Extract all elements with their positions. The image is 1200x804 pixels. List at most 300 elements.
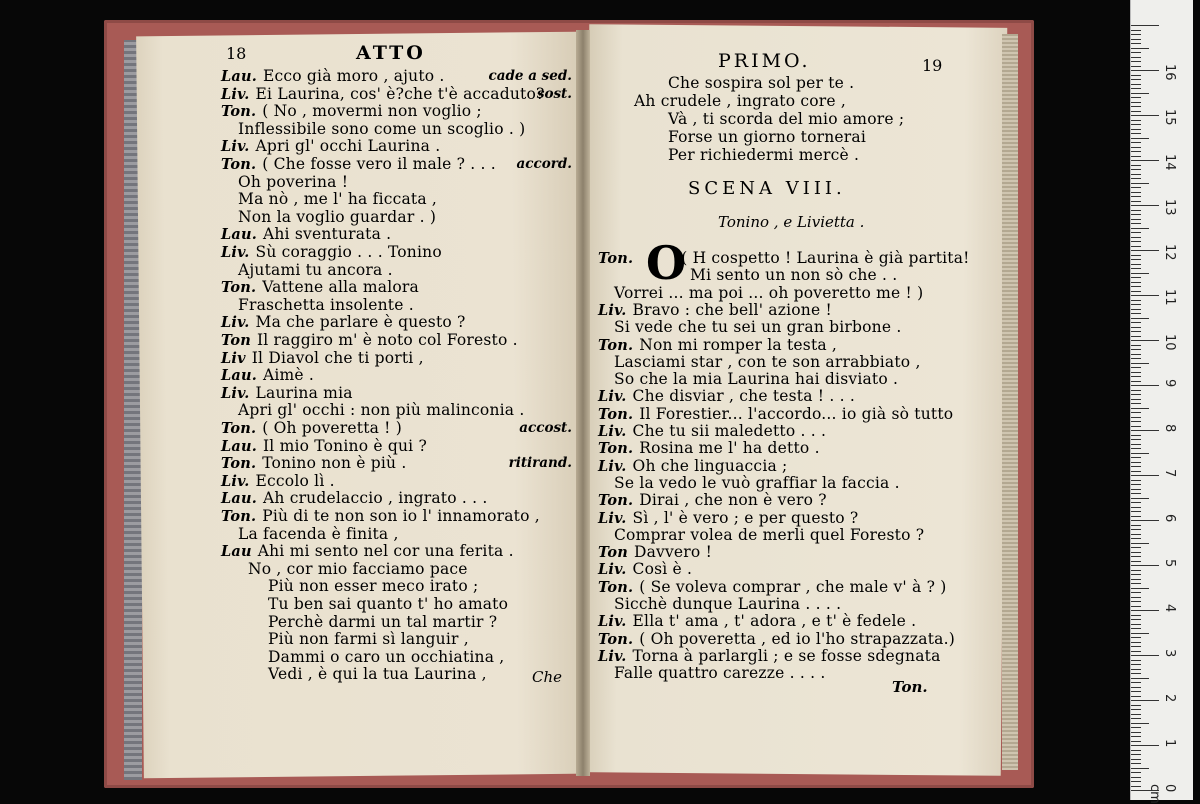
- ruler-tick: [1131, 120, 1141, 121]
- ruler-tick: [1131, 300, 1141, 301]
- running-header: ATTO: [356, 42, 426, 64]
- ruler-tick: [1131, 390, 1141, 391]
- ruler-tick: [1131, 561, 1141, 562]
- script-line: [238, 401, 524, 419]
- speaker-name: Ton.: [598, 630, 634, 648]
- stage-direction: accord.: [516, 156, 572, 172]
- ruler-tick: [1131, 718, 1141, 719]
- line-text: Oh poverina !: [238, 172, 349, 191]
- script-line: [221, 278, 419, 297]
- ruler-tick: [1131, 345, 1141, 346]
- script-line: [614, 474, 900, 492]
- script-line: [221, 137, 440, 156]
- ruler-tick: [1131, 381, 1141, 382]
- ruler-tick: [1131, 673, 1141, 674]
- ruler-tick: [1131, 606, 1141, 607]
- book-gutter: [576, 30, 590, 776]
- script-line: [221, 155, 496, 174]
- speaker-name: Liv.: [221, 472, 250, 490]
- ruler-tick: [1131, 399, 1141, 400]
- ruler-tick: [1131, 619, 1141, 620]
- ruler-tick: [1131, 412, 1141, 413]
- ruler-tick: [1131, 304, 1141, 305]
- speaker-name: Lau.: [221, 68, 257, 85]
- ruler-tick: [1131, 592, 1141, 593]
- speaker-name: Ton.: [598, 250, 634, 267]
- script-line: [268, 665, 487, 683]
- ruler-tick: [1131, 151, 1141, 152]
- speaker-name: Liv.: [598, 423, 627, 440]
- ruler-tick: [1131, 556, 1141, 557]
- stage-direction: sost.: [536, 85, 572, 102]
- ruler-tick: [1131, 75, 1141, 76]
- script-line: [690, 266, 897, 284]
- ruler-tick: [1131, 696, 1141, 697]
- ruler-tick: [1131, 466, 1141, 467]
- speaker-name: Liv.: [221, 138, 250, 156]
- script-line: [238, 261, 393, 279]
- line-text: Comprar volea de merli quel Foresto ?: [614, 525, 925, 544]
- line-text: Ah crudelaccio , ingrato . . .: [262, 489, 488, 508]
- script-line: [238, 208, 436, 226]
- ruler-tick: [1131, 160, 1159, 161]
- ruler-tick: [1131, 52, 1141, 53]
- ruler-tick: [1131, 745, 1159, 746]
- ruler-tick: [1131, 277, 1141, 278]
- ruler-tick: [1131, 363, 1149, 364]
- ruler-tick: [1131, 538, 1141, 539]
- script-line: [598, 457, 787, 476]
- ruler-tick: [1131, 534, 1141, 535]
- ruler-tick: [1131, 322, 1141, 323]
- verse-line: Forse un giorno tornerai: [668, 128, 866, 146]
- ruler-tick: [1131, 691, 1141, 692]
- drop-cap: O: [646, 236, 687, 290]
- ruler-tick: [1131, 34, 1141, 35]
- ruler-tick: [1131, 255, 1141, 256]
- line-text: Perchè darmi un tal martir ?: [268, 612, 498, 631]
- ruler-tick: [1131, 178, 1141, 179]
- ruler-tick: [1131, 394, 1141, 395]
- ruler-tick: [1131, 223, 1141, 224]
- ruler-tick: [1131, 475, 1159, 476]
- ruler-tick: [1131, 313, 1141, 314]
- ruler-tick: [1131, 183, 1149, 184]
- ruler-tick: [1131, 273, 1149, 274]
- speaker-name: Ton: [598, 544, 628, 562]
- ruler-tick: [1131, 709, 1141, 710]
- ruler-tick: [1131, 376, 1141, 377]
- ruler-tick: [1131, 417, 1141, 418]
- ruler-number: 16: [1162, 64, 1177, 81]
- ruler-tick: [1131, 714, 1141, 715]
- ruler-tick: [1131, 628, 1141, 629]
- speaker-name: Liv.: [598, 457, 627, 475]
- ruler-tick: [1131, 498, 1149, 499]
- speaker-name: Liv: [221, 349, 246, 367]
- speaker-name: Ton.: [598, 492, 634, 510]
- line-text: Lasciami star , con te son arrabbiato ,: [614, 352, 921, 371]
- ruler-tick: [1131, 268, 1141, 269]
- ruler-tick: [1131, 601, 1141, 602]
- line-text: Sicchè dunque Laurina . . . .: [614, 595, 842, 613]
- script-line: [598, 578, 946, 597]
- script-line: [598, 560, 692, 579]
- ruler-tick: [1131, 687, 1141, 688]
- ruler-number: 12: [1162, 244, 1177, 261]
- script-line: [598, 439, 820, 458]
- ruler-tick: [1131, 682, 1141, 683]
- ruler-tick: [1131, 327, 1141, 328]
- line-text: Il mio Tonino è qui ?: [262, 436, 427, 455]
- script-line: [238, 120, 525, 138]
- ruler-number: 10: [1162, 334, 1177, 351]
- ruler-tick: [1131, 786, 1141, 787]
- ruler-tick: [1131, 633, 1149, 634]
- script-line: [598, 301, 832, 320]
- line-text: Ma nò , me l' ha ficcata ,: [238, 190, 438, 209]
- ruler-tick: [1131, 574, 1141, 575]
- ruler-tick: [1131, 282, 1141, 283]
- ruler-tick: [1131, 642, 1141, 643]
- ruler-tick: [1131, 349, 1141, 350]
- line-text: Davvero !: [633, 543, 713, 562]
- ruler-tick: [1131, 700, 1159, 701]
- running-header: PRIMO.: [718, 50, 811, 72]
- script-line: [598, 336, 837, 355]
- ruler-tick: [1131, 30, 1141, 31]
- script-line: [221, 419, 402, 438]
- ruler-number: 8: [1162, 424, 1177, 433]
- speaker-name: Liv.: [221, 384, 250, 402]
- script-line: [614, 595, 841, 613]
- ruler-tick: [1131, 295, 1159, 296]
- ruler-tick: [1131, 318, 1149, 319]
- line-text: Bravo : che bell' azione !: [632, 300, 832, 319]
- script-line: [221, 542, 514, 561]
- ruler-tick: [1131, 246, 1141, 247]
- script-line: [598, 249, 970, 268]
- script-line: [221, 85, 545, 104]
- line-text: Se la vedo le vuò graffiar la faccia .: [614, 473, 900, 492]
- script-line: [598, 630, 955, 649]
- ruler-tick: [1131, 426, 1141, 427]
- ruler-tick: [1131, 768, 1149, 769]
- speaker-name: Liv.: [598, 509, 627, 527]
- ruler-tick: [1131, 750, 1141, 751]
- script-line: [221, 67, 445, 86]
- speaker-name: Ton.: [598, 336, 634, 354]
- ruler-tick: [1131, 192, 1141, 193]
- line-text: Inflessibile sono come un scoglio . ): [238, 119, 526, 138]
- ruler-tick: [1131, 43, 1141, 44]
- line-text: Così è .: [632, 560, 693, 579]
- line-text: Non mi romper la testa ,: [639, 335, 838, 354]
- ruler-tick: [1131, 102, 1141, 103]
- ruler-number: 1: [1162, 739, 1177, 748]
- line-text: Torna à parlargli ; e se fosse sdegnata: [632, 646, 941, 665]
- ruler-tick: [1131, 214, 1141, 215]
- scene-characters: Tonino , e Livietta .: [718, 213, 865, 231]
- line-text: Mi sento un non sò che . .: [690, 266, 898, 285]
- ruler-tick: [1131, 457, 1141, 458]
- speaker-name: Liv.: [598, 388, 627, 406]
- ruler-tick: [1131, 502, 1141, 503]
- ruler-tick: [1131, 489, 1141, 490]
- line-text: ( No , movermi non voglio ;: [262, 102, 482, 121]
- ruler-number: 13: [1162, 199, 1177, 216]
- verse-line: Và , ti scorda del mio amore ;: [668, 110, 905, 128]
- ruler-tick: [1131, 552, 1141, 553]
- speaker-name: Lau.: [221, 490, 257, 508]
- scene-title: SCENA VIII.: [688, 178, 846, 199]
- ruler-tick: [1131, 147, 1141, 148]
- ruler-tick: [1131, 331, 1141, 332]
- ruler-tick: [1131, 493, 1141, 494]
- ruler-tick: [1131, 471, 1141, 472]
- line-text: Tonino non è più .: [262, 454, 407, 473]
- speaker-name: Liv.: [598, 613, 627, 631]
- line-text: ( Che fosse vero il male ? . . .: [262, 155, 496, 173]
- ruler-number: 11: [1162, 289, 1177, 306]
- ruler-tick: [1131, 484, 1141, 485]
- script-line: [238, 173, 348, 191]
- ruler-tick: [1131, 741, 1141, 742]
- script-line: [614, 526, 924, 544]
- ruler-tick: [1131, 516, 1141, 517]
- page-edges-right: [1002, 34, 1018, 770]
- ruler-tick: [1131, 543, 1149, 544]
- script-line: [268, 595, 508, 613]
- ruler-tick: [1131, 66, 1141, 67]
- line-text: Non la voglio guardar . ): [238, 207, 437, 226]
- ruler-tick: [1131, 669, 1141, 670]
- script-line: [614, 353, 921, 371]
- ruler-tick: [1131, 781, 1141, 782]
- script-line: [221, 437, 427, 456]
- ruler-number: 9: [1162, 379, 1177, 388]
- ruler-number: 6: [1162, 514, 1177, 523]
- ruler-tick: [1131, 439, 1141, 440]
- ruler-tick: [1131, 165, 1141, 166]
- script-line: [221, 349, 424, 368]
- ruler-tick: [1131, 129, 1141, 130]
- speaker-name: Liv.: [598, 561, 627, 579]
- ruler-tick: [1131, 219, 1141, 220]
- line-text: La facenda è finita ,: [238, 524, 399, 543]
- speaker-name: Ton.: [598, 440, 634, 458]
- ruler-tick: [1131, 115, 1159, 116]
- script-line: [268, 577, 478, 595]
- ruler-tick: [1131, 237, 1141, 238]
- ruler-number: 5: [1162, 559, 1177, 568]
- speaker-name: Ton.: [221, 455, 257, 473]
- ruler-tick: [1131, 241, 1141, 242]
- line-text: ( Se voleva comprar , che male v' à ? ): [639, 577, 947, 596]
- script-line: [238, 525, 399, 543]
- ruler-tick: [1131, 367, 1141, 368]
- ruler-tick: [1131, 228, 1149, 229]
- line-text: Il Diavol che ti porti ,: [251, 348, 424, 367]
- speaker-name: Lau.: [221, 226, 257, 244]
- script-line: [598, 422, 826, 441]
- script-line: [221, 507, 540, 526]
- ruler-tick: [1131, 111, 1141, 112]
- line-text: Ei Laurina, cos' è?che t'è accaduto?: [255, 84, 545, 103]
- line-text: Falle quattro carezze . . . .: [614, 664, 826, 683]
- catchword: Ton.: [892, 678, 928, 696]
- ruler-tick: [1131, 660, 1141, 661]
- ruler-tick: [1131, 210, 1141, 211]
- script-line: [221, 102, 482, 121]
- script-line: [268, 630, 469, 648]
- line-text: Apri gl' occhi : non più malinconia .: [238, 401, 525, 420]
- line-text: ( Oh poveretta , ed io l'ho strapazzata.): [639, 629, 955, 648]
- script-line: [221, 313, 466, 332]
- ruler-tick: [1131, 250, 1159, 251]
- speaker-name: Liv.: [221, 85, 250, 103]
- script-line: [614, 664, 825, 682]
- ruler-tick: [1131, 759, 1141, 760]
- speaker-name: Ton.: [598, 405, 634, 423]
- ruler-number: 14: [1162, 154, 1177, 171]
- script-line: [598, 509, 858, 528]
- ruler-tick: [1131, 84, 1141, 85]
- script-line: [598, 405, 953, 424]
- ruler-tick: [1131, 340, 1159, 341]
- line-text: Ma che parlare è questo ?: [255, 313, 466, 332]
- line-text: Ahi sventurata .: [262, 225, 392, 244]
- line-text: Ajutami tu ancora .: [238, 260, 393, 279]
- ruler-tick: [1131, 39, 1141, 40]
- script-line: [221, 384, 353, 403]
- ruler-tick: [1131, 421, 1141, 422]
- speaker-name: Ton.: [221, 156, 257, 173]
- line-text: Si vede che tu sei un gran birbone .: [614, 318, 902, 337]
- script-line: [221, 331, 518, 350]
- script-line: [598, 387, 855, 406]
- ruler-tick: [1131, 448, 1141, 449]
- ruler-tick: [1131, 106, 1141, 107]
- script-line: [238, 190, 437, 208]
- ruler-tick: [1131, 88, 1141, 89]
- script-line: [221, 366, 314, 385]
- script-line: [614, 370, 898, 388]
- line-text: Vedi , è qui la tua Laurina ,: [268, 665, 487, 684]
- line-text: Più non farmi sì languir ,: [268, 630, 469, 649]
- ruler-tick: [1131, 435, 1141, 436]
- ruler-number: 3: [1162, 649, 1177, 658]
- ruler-tick: [1131, 57, 1141, 58]
- ruler-tick: [1131, 25, 1159, 26]
- ruler-tick: [1131, 772, 1141, 773]
- line-text: Sì , l' è vero ; e per questo ?: [632, 508, 859, 527]
- ruler-tick: [1131, 610, 1159, 611]
- ruler-tick: [1131, 70, 1159, 71]
- ruler-tick: [1131, 646, 1141, 647]
- ruler-tick: [1131, 736, 1141, 737]
- ruler-tick: [1131, 408, 1149, 409]
- ruler-tick: [1131, 529, 1141, 530]
- ruler-tick: [1131, 385, 1159, 386]
- line-text: ( Oh poveretta ! ): [262, 419, 402, 437]
- ruler-tick: [1131, 286, 1141, 287]
- script-line: [598, 543, 712, 562]
- ruler-tick: [1131, 651, 1141, 652]
- verse-line: Ah crudele , ingrato core ,: [634, 92, 847, 110]
- ruler-tick: [1131, 547, 1141, 548]
- line-text: Eccolo lì .: [255, 471, 335, 490]
- line-text: Sù coraggio . . . Tonino: [255, 243, 442, 261]
- ruler-tick: [1131, 169, 1141, 170]
- stage-direction: accost.: [519, 420, 572, 436]
- stage-direction: ritirand.: [508, 455, 572, 472]
- speaker-name: Lau: [221, 543, 252, 561]
- ruler-tick: [1131, 97, 1141, 98]
- verse-line: Per richiedermi mercè .: [668, 146, 860, 164]
- line-text: Ecco già moro , ajuto .: [262, 67, 445, 85]
- ruler-tick: [1131, 205, 1159, 206]
- ruler-number: 4: [1162, 604, 1177, 613]
- script-line: [614, 318, 902, 336]
- ruler-tick: [1131, 727, 1141, 728]
- line-text: So che la mia Laurina hai disviato .: [614, 370, 899, 389]
- speaker-name: Ton.: [221, 508, 257, 525]
- line-text: Il raggiro m' è noto col Foresto .: [256, 331, 518, 349]
- line-text: Più non esser meco irato ;: [268, 577, 479, 596]
- ruler-tick: [1131, 655, 1159, 656]
- ruler-tick: [1131, 763, 1141, 764]
- ruler-tick: [1131, 79, 1141, 80]
- ruler-tick: [1131, 570, 1141, 571]
- line-text: Che tu sii maledetto . . .: [632, 422, 827, 440]
- ruler-tick: [1131, 511, 1141, 512]
- ruler-tick: [1131, 723, 1149, 724]
- line-text: ( H cospetto ! Laurina è già partita!: [681, 249, 970, 267]
- script-line: [614, 284, 923, 302]
- ruler-tick: [1131, 142, 1141, 143]
- speaker-name: Lau.: [221, 367, 257, 385]
- script-line: [221, 472, 335, 491]
- ruler-tick: [1131, 124, 1141, 125]
- ruler-tick: [1131, 430, 1159, 431]
- ruler-tick: [1131, 291, 1141, 292]
- ruler-tick: [1131, 309, 1141, 310]
- line-text: Ahi mi sento nel cor una ferita .: [257, 542, 514, 561]
- line-text: Laurina mia: [255, 383, 353, 402]
- ruler-tick: [1131, 615, 1141, 616]
- ruler-tick: [1131, 93, 1149, 94]
- line-text: Che disviar , che testa ! . . .: [632, 387, 855, 406]
- speaker-name: Ton.: [598, 578, 634, 596]
- ruler-tick: [1131, 732, 1141, 733]
- line-text: No , cor mio facciamo pace: [248, 559, 468, 578]
- script-line: [268, 648, 504, 666]
- ruler-tick: [1131, 705, 1141, 706]
- ruler-tick: [1131, 133, 1141, 134]
- script-line: [598, 647, 941, 666]
- line-text: Fraschetta insolente .: [238, 295, 414, 314]
- ruler-tick: [1131, 507, 1141, 508]
- stage-direction: cade a sed.: [488, 68, 572, 84]
- ruler-number: 15: [1162, 109, 1177, 126]
- ruler-tick: [1131, 624, 1141, 625]
- speaker-name: Ton: [221, 332, 251, 349]
- speaker-name: Lau.: [221, 437, 257, 455]
- ruler-tick: [1131, 579, 1141, 580]
- ruler-tick: [1131, 664, 1141, 665]
- speaker-name: Ton.: [221, 103, 257, 121]
